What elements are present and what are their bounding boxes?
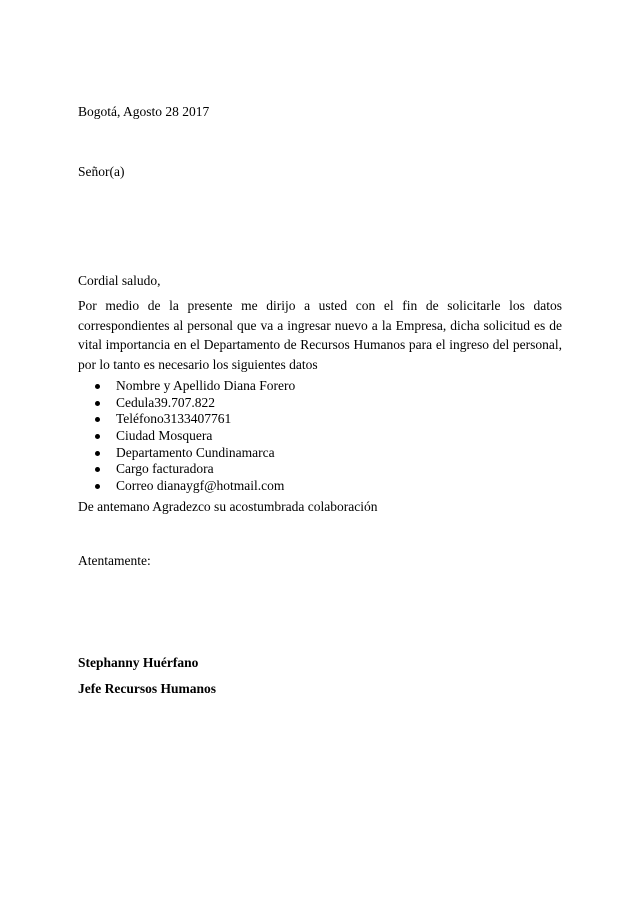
list-item-text: Cedula39.707.822: [116, 394, 215, 410]
list-item-text: Nombre y Apellido Diana Forero: [116, 378, 296, 393]
list-item: [78, 478, 295, 495]
requested-data-list: [78, 378, 295, 495]
list-item: [78, 378, 295, 395]
list-item-text: Cargo facturadora: [116, 461, 214, 477]
list-item: [78, 461, 295, 478]
bullet-icon: [95, 401, 100, 406]
list-item-text: Correo dianaygf@hotmail.com: [116, 478, 285, 494]
list-item-text: Departamento Cundinamarca: [116, 444, 275, 460]
closing: Atentamente:: [78, 553, 151, 568]
bullet-icon: [95, 417, 100, 422]
bullet-icon: [95, 467, 100, 472]
bullet-icon: [95, 434, 100, 439]
list-item: [78, 445, 295, 462]
salutation-recipient: Señor(a): [78, 164, 125, 179]
bullet-icon: [95, 384, 100, 389]
signer-name: Stephanny Huérfano: [78, 655, 199, 670]
body-paragraph: Por medio de la presente me dirijo a usted con el fin de solicitarle los datos correspondientes al personal que va a ingresar nuevo a la Empresa, dicha solicitud es de vital importancia en el Departamento de Recursos Humanos para el ingreso del personal, por lo tanto es necesario los siguientes datos: [78, 298, 562, 372]
signer-title: Jefe Recursos Humanos: [78, 681, 216, 696]
greeting: Cordial saludo,: [78, 273, 161, 288]
bullet-icon: [95, 451, 100, 456]
letter-date: Bogotá, Agosto 28 2017: [78, 104, 210, 119]
list-item: [78, 411, 295, 428]
list-item: [78, 428, 295, 445]
bullet-icon: [95, 484, 100, 489]
thanks-line: De antemano Agradezco su acostumbrada colaboración: [78, 499, 378, 514]
list-item-text: Teléfono3133407761: [116, 411, 232, 427]
list-item-text: Ciudad Mosquera: [116, 428, 213, 444]
list-item: [78, 395, 295, 412]
